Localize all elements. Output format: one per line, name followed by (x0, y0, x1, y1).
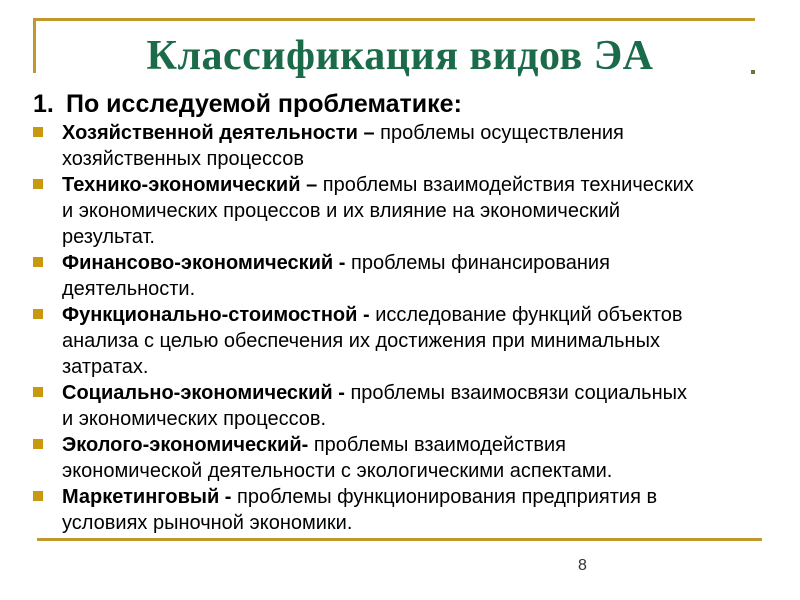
slide-body (33, 90, 733, 536)
bullet-square-icon (33, 439, 43, 449)
bullet-square-icon (33, 387, 43, 397)
bullet-square-icon (33, 491, 43, 501)
bullet-term: Эколого-экономический- (62, 434, 309, 456)
bullet-term: Хозяйственной деятельности – (62, 122, 375, 144)
list-item (33, 172, 694, 250)
list-item (33, 250, 694, 302)
bullet-desc: исследование функций объектов анализа с целью обеспечения их достижения при минимальных затратах. (62, 304, 683, 378)
bullet-desc: проблемы взаимодействия экономической деятельности с экологическими аспектами. (62, 434, 613, 482)
bullet-term: Финансово-экономический - (62, 252, 346, 274)
bullet-list (33, 120, 694, 536)
bullet-square-icon (33, 309, 43, 319)
bullet-term: Маркетинговый - (62, 486, 232, 508)
numbered-heading (33, 90, 733, 118)
bullet-desc: проблемы взаимодействия технических и экономических процессов и их влияние на экономический результат. (62, 174, 694, 248)
bullet-desc: проблемы осуществления хозяйственных процессов (62, 122, 624, 170)
bullet-desc: проблемы функционирования предприятия в условиях рыночной экономики. (62, 486, 658, 534)
gold-bottom-border (37, 538, 762, 541)
slide-title: Классификация видов ЭА (146, 33, 654, 79)
bullet-desc: проблемы финансирования деятельности. (62, 252, 610, 300)
bullet-term: Социально-экономический - (62, 382, 345, 404)
bullet-desc: проблемы взаимосвязи социальных и экономических процессов. (62, 382, 688, 430)
heading-text: По исследуемой проблематике: (66, 90, 462, 118)
bullet-term: Функционально-стоимостной - (62, 304, 370, 326)
gold-top-border (33, 18, 755, 21)
bullet-square-icon (33, 127, 43, 137)
list-item (33, 432, 694, 484)
bullet-square-icon (33, 257, 43, 267)
list-item (33, 302, 694, 380)
bullet-term: Технико-экономический – (62, 174, 318, 196)
page-number: 8 (578, 557, 587, 574)
list-item (33, 120, 694, 172)
list-item (33, 380, 694, 432)
list-item (33, 484, 694, 536)
bullet-square-icon (33, 179, 43, 189)
heading-number: 1. (33, 90, 54, 118)
